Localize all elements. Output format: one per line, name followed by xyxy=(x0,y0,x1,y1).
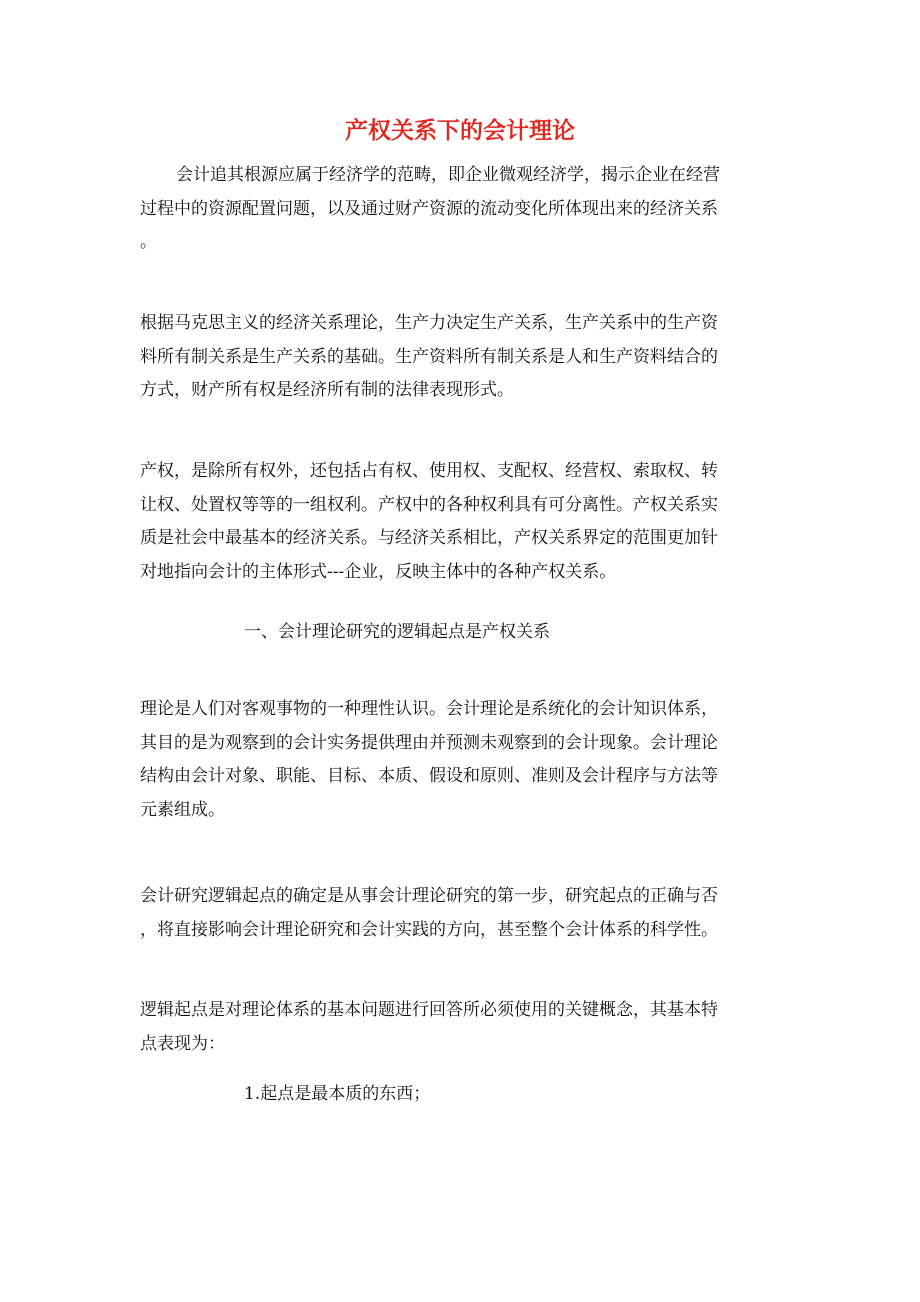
paragraph-line: 过程中的资源配置问题，以及通过财产资源的流动变化所体现出来的经济关系 xyxy=(140,198,718,219)
paragraph-line: 点表现为： xyxy=(140,1033,225,1054)
paragraph-logical-start xyxy=(140,880,776,947)
paragraph-line: 产权，是除所有权外，还包括占有权、使用权、支配权、经营权、索取权、转 xyxy=(140,461,718,481)
list-item: 1.起点是最本质的东西； xyxy=(244,1084,431,1104)
paragraph-marxist-theory xyxy=(140,307,776,408)
paragraph-line: 理论是人们对客观事物的一种理性认识。会计理论是系统化的会计知识体系， xyxy=(140,699,718,719)
paragraph-line: 逻辑起点是对理论体系的基本问题进行回答所必须使用的关键概念，其基本特 xyxy=(140,1000,718,1020)
paragraph-line: 料所有制关系是生产关系的基础。生产资料所有制关系是人和生产资料结合的 xyxy=(140,346,718,367)
document-title: 产权关系下的会计理论 xyxy=(345,118,575,144)
paragraph-logical-start-features xyxy=(140,994,776,1061)
paragraph-line: 根据马克思主义的经济关系理论，生产力决定生产关系，生产关系中的生产资 xyxy=(140,313,718,333)
paragraph-line: ，将直接影响会计理论研究和会计实践的方向，甚至整个会计体系的科学性。 xyxy=(140,919,718,940)
paragraph-line: 其目的是为观察到的会计实务提供理由并预测未观察到的会计现象。会计理论 xyxy=(140,732,718,753)
paragraph-line: 会计研究逻辑起点的确定是从事会计理论研究的第一步，研究起点的正确与否 xyxy=(140,886,718,906)
paragraph-accounting-theory xyxy=(140,693,776,828)
paragraph-intro xyxy=(140,159,776,260)
paragraph-line: 。 xyxy=(140,232,157,253)
paragraph-line: 元素组成。 xyxy=(140,800,225,821)
paragraph-line: 对地指向会计的主体形式---企业，反映主体中的各种产权关系。 xyxy=(140,562,617,583)
paragraph-line: 方式，财产所有权是经济所有制的法律表现形式。 xyxy=(140,380,514,401)
paragraph-line: 会计追其根源应属于经济学的范畴，即企业微观经济学，揭示企业在经营 xyxy=(176,165,720,185)
paragraph-line: 结构由会计对象、职能、目标、本质、假设和原则、准则及会计程序与方法等 xyxy=(140,766,718,787)
paragraph-line: 质是社会中最基本的经济关系。与经济关系相比，产权关系界定的范围更加针 xyxy=(140,528,718,549)
paragraph-property-rights xyxy=(140,455,776,590)
paragraph-line: 让权、处置权等等的一组权利。产权中的各种权利具有可分离性。产权关系实 xyxy=(140,494,718,515)
section-heading: 一、会计理论研究的逻辑起点是产权关系 xyxy=(244,622,550,642)
